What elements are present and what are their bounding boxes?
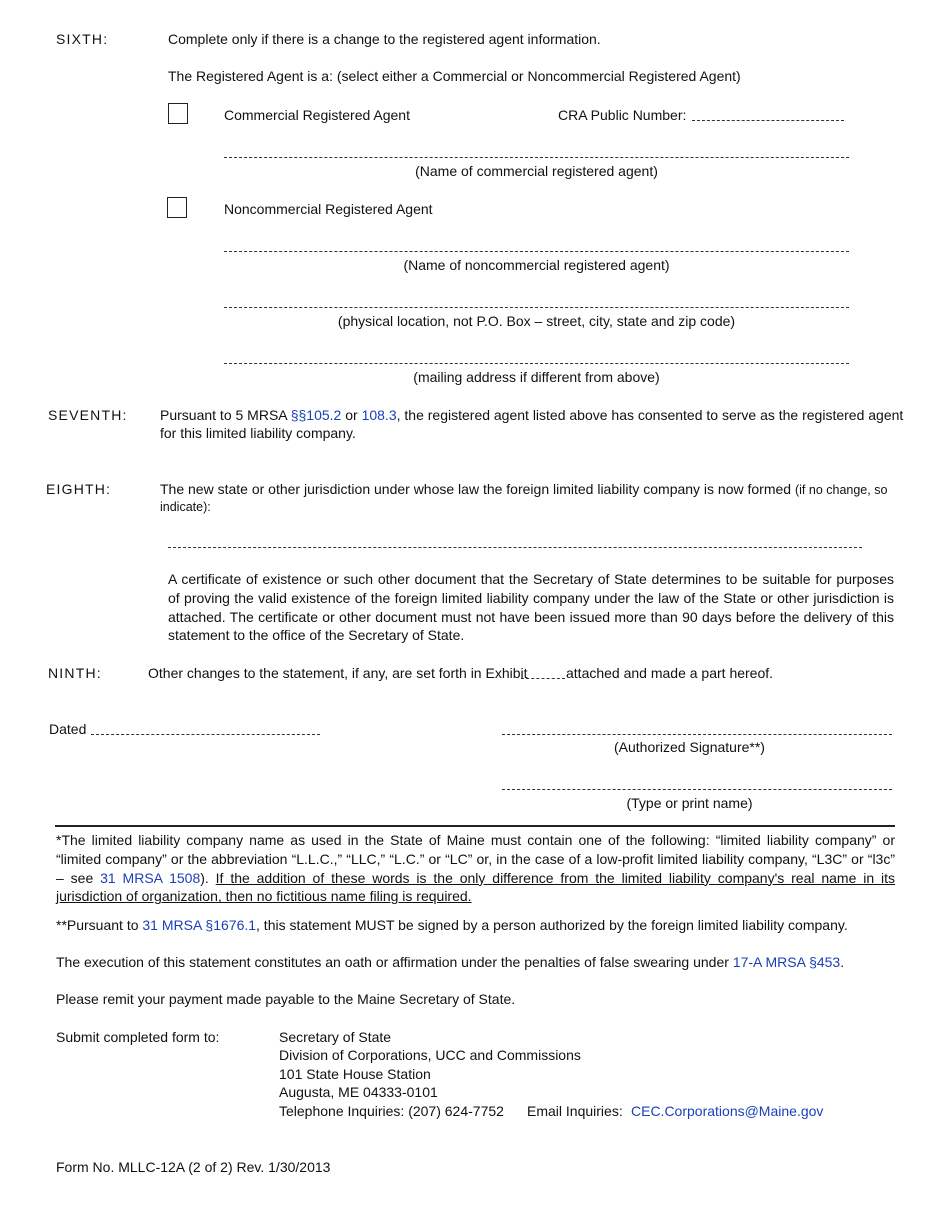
print-name-caption: (Type or print name) bbox=[626, 795, 753, 811]
agent-type-instruction: The Registered Agent is a: (select either a Commercial or Noncommercial Registered Agent) bbox=[168, 68, 741, 84]
cra-number-label: CRA Public Number: bbox=[558, 107, 687, 123]
footnote-llc-name: *The limited liability company name as used in the State of Maine must contain one of the following: “limited liability company” or “limited company” or the abbreviation “L.L.C.,” “LLC,” “L.C.” or “LC” or, in the case of a low-profit limited liability company, “L3C” or “l3c” – see 31 MRSA 1508). If the addition of these words is the only difference from the limited liability company's real name in its jurisdiction of organization, then no fictitious name filing is required. bbox=[56, 832, 896, 905]
submit-address-line3: 101 State House Station bbox=[279, 1066, 431, 1082]
mrsa-453-link[interactable]: 17-A MRSA §453 bbox=[732, 954, 841, 970]
commercial-agent-name-caption: (Name of commercial registered agent) bbox=[415, 163, 658, 179]
commercial-agent-label: Commercial Registered Agent bbox=[224, 107, 410, 123]
eighth-note: (if no change, so bbox=[794, 483, 888, 497]
noncommercial-agent-name-field[interactable] bbox=[224, 251, 849, 252]
seventh-label: SEVENTH: bbox=[48, 407, 128, 423]
authorized-signature-field[interactable] bbox=[502, 734, 892, 735]
ninth-text-end: attached and made a part hereof. bbox=[566, 665, 774, 681]
eighth-label: EIGHTH: bbox=[46, 481, 112, 497]
sixth-intro: Complete only if there is a change to the registered agent information. bbox=[168, 31, 601, 47]
cra-number-field[interactable] bbox=[692, 120, 844, 121]
authorized-signature-caption: (Authorized Signature**) bbox=[614, 739, 765, 755]
noncommercial-agent-checkbox[interactable] bbox=[167, 197, 187, 218]
submit-address-line1: Secretary of State bbox=[279, 1029, 392, 1045]
oath-statement: The execution of this statement constitutes an oath or affirmation under the penalties of false swearing under 17-A MRSA §453. bbox=[56, 954, 845, 970]
email-link[interactable]: CEC.Corporations@Maine.gov bbox=[631, 1103, 824, 1119]
mrsa-105-2-link[interactable]: §§105.2 bbox=[290, 407, 342, 423]
jurisdiction-field[interactable] bbox=[168, 547, 862, 548]
noncommercial-agent-name-caption: (Name of noncommercial registered agent) bbox=[403, 257, 670, 273]
ninth-label: NINTH: bbox=[48, 665, 102, 681]
form-number: Form No. MLLC-12A (2 of 2) Rev. 1/30/2013 bbox=[56, 1159, 331, 1175]
sixth-label: SIXTH: bbox=[56, 31, 109, 47]
telephone-inquiries: Telephone Inquiries: (207) 624-7752 bbox=[279, 1103, 504, 1119]
footnote-divider bbox=[55, 825, 895, 827]
exhibit-field[interactable] bbox=[521, 678, 565, 679]
mrsa-1676-1-link[interactable]: 31 MRSA §1676.1 bbox=[142, 917, 257, 933]
dated-label: Dated bbox=[49, 721, 87, 737]
print-name-field[interactable] bbox=[502, 789, 892, 790]
eighth-text: The new state or other jurisdiction under whose law the foreign limited liability company is now formed (if no change, so bbox=[160, 481, 888, 497]
footnote-signature: **Pursuant to 31 MRSA §1676.1, this statement MUST be signed by a person authorized by the foreign limited liability company. bbox=[56, 917, 848, 933]
certificate-paragraph: A certificate of existence or such other document that the Secretary of State determines to be suitable for purposes of proving the valid existence of the foreign limited liability company under the law of the State or other jurisdiction is attached. The certificate or other document must not have been issued more than 90 days before the delivery of this statement to the office of the Secretary of State. bbox=[168, 571, 894, 644]
physical-location-field[interactable] bbox=[224, 307, 849, 308]
commercial-agent-name-field[interactable] bbox=[224, 157, 849, 158]
payment-instruction: Please remit your payment made payable to the Maine Secretary of State. bbox=[56, 991, 516, 1007]
seventh-text: Pursuant to 5 MRSA §§105.2 or 108.3, the registered agent listed above has consented to serve as the registered agent bbox=[160, 407, 904, 423]
commercial-agent-checkbox[interactable] bbox=[168, 103, 188, 124]
dated-field[interactable] bbox=[91, 734, 320, 735]
ninth-text: Other changes to the statement, if any, are set forth in Exhibit bbox=[148, 665, 528, 681]
submit-label: Submit completed form to: bbox=[56, 1029, 220, 1045]
noncommercial-agent-label: Noncommercial Registered Agent bbox=[224, 201, 433, 217]
eighth-note-line2: indicate): bbox=[160, 500, 211, 514]
submit-address-line4: Augusta, ME 04333-0101 bbox=[279, 1084, 438, 1100]
mailing-address-caption: (mailing address if different from above) bbox=[413, 369, 660, 385]
physical-location-caption: (physical location, not P.O. Box – street, city, state and zip code) bbox=[337, 313, 736, 329]
email-inquiries-label: Email Inquiries: bbox=[527, 1103, 623, 1119]
seventh-text-line2: for this limited liability company. bbox=[160, 425, 356, 441]
mailing-address-field[interactable] bbox=[224, 363, 849, 364]
mrsa-108-3-link[interactable]: 108.3 bbox=[361, 407, 397, 423]
submit-address-line2: Division of Corporations, UCC and Commissions bbox=[279, 1047, 581, 1063]
mrsa-1508-link[interactable]: 31 MRSA 1508 bbox=[100, 869, 201, 886]
